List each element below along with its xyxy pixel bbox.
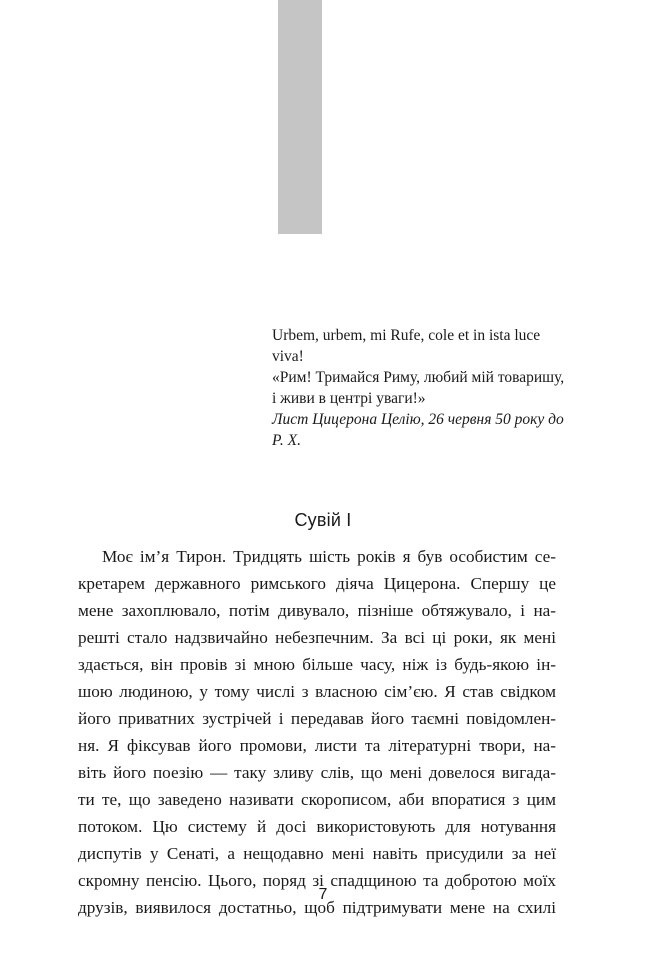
body-line: скромну пенсію. Цього, поряд зі спадщиною та добротою моїх xyxy=(78,871,556,890)
decorative-gray-bar xyxy=(278,0,322,234)
body-line: ти те, що заведено називати скорописом, аби впоратися з цим xyxy=(78,790,556,809)
body-line: віть його поезію — таку зливу слів, що мені довелося вигада- xyxy=(78,763,556,782)
chapter-body xyxy=(78,543,556,921)
body-line: його приватних зустрічей і передавав його таємні повідомлен- xyxy=(78,709,556,728)
body-line: Моє ім’я Тирон. Тридцять шість років я був особистим се- xyxy=(102,547,556,566)
epigraph-translation: «Рим! Тримайся Риму, любий мій товаришу, і живи в центрі уваги!» xyxy=(272,369,565,407)
chapter-title: Сувій I xyxy=(294,510,352,530)
body-line: решті стало надзвичайно небезпечним. За всі ці роки, як мені xyxy=(78,628,556,647)
epigraph-source: Лист Цицерона Целію, 26 червня 50 року до Р. Х. xyxy=(272,411,564,449)
body-line: здається, він провів зі мною більше часу, ніж із будь-якою ін- xyxy=(78,655,556,674)
body-line: друзів, виявилося достатньо, щоб підтримувати мене на схилі xyxy=(78,898,556,917)
body-line: кретарем державного римського діяча Цицерона. Спершу це xyxy=(78,574,556,593)
body-line: шою людиною, у тому числі з власною сім’єю. Я став свідком xyxy=(78,682,556,701)
epigraph-latin: Urbem, urbem, mi Rufe, cole et in ista luce viva! xyxy=(272,327,541,365)
epigraph xyxy=(272,325,572,451)
page-number: 7 xyxy=(318,886,328,903)
body-line: диспутів у Сенаті, а нещодавно мені навіть присудили за неї xyxy=(78,844,556,863)
body-line: мене захоплювало, потім дивувало, пізніше обтяжувало, і на- xyxy=(78,601,556,620)
body-line: ня. Я фіксував його промови, листи та літературні твори, на- xyxy=(78,736,556,755)
body-line: потоком. Цю систему й досі використовують для нотування xyxy=(78,817,556,836)
